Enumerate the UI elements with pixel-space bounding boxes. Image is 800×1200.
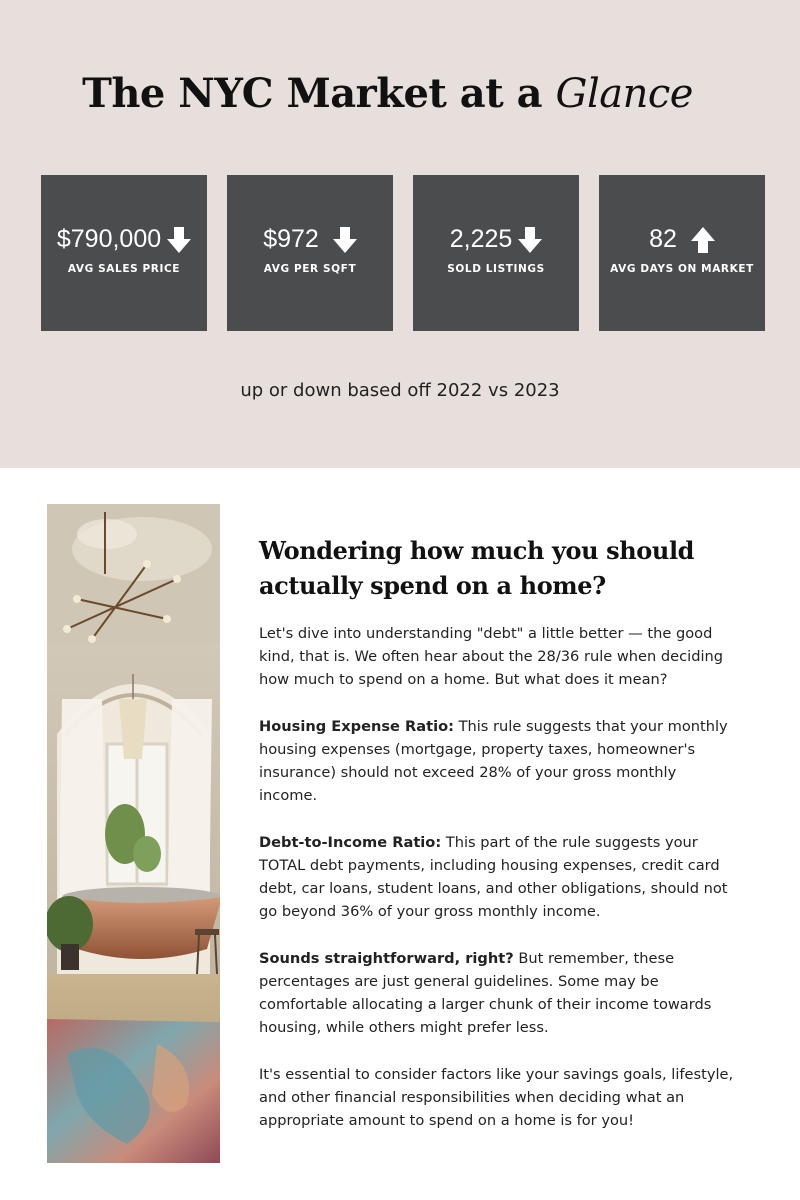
arrow-down-icon <box>518 227 542 253</box>
heading-line-2: actually spend on a home? <box>259 571 606 600</box>
stat-value: 2,225 <box>449 225 513 253</box>
stat-card-avg-per-sqft <box>227 175 393 331</box>
housing-expense-text: This rule suggests that your monthly housing expenses (mortgage, property taxes, homeowner's insurance) should not exceed 28% of your gross monthly income. <box>259 717 728 805</box>
guidelines-text: But remember, these percentages are just general guidelines. Some may be comfortable allocating a larger chunk of their income towards housing, while others might prefer less. <box>259 949 712 1037</box>
page-title <box>0 70 775 117</box>
debt-to-income-label: Debt-to-Income Ratio: <box>259 833 442 851</box>
debt-to-income-text: This part of the rule suggests your TOTAL debt payments, including housing expenses, credit card debt, car loans, student loans, and other obligations, should not go beyond 36% of your gross monthly income. <box>259 833 728 921</box>
stat-value: 82 <box>649 225 677 253</box>
title-italic-text: Glance <box>555 71 693 117</box>
comparison-note: up or down based off 2022 vs 2023 <box>240 380 560 401</box>
arrow-down-icon <box>167 227 191 253</box>
arrow-down-icon <box>333 227 357 253</box>
stat-value: $790,000 <box>56 225 162 253</box>
article-heading <box>259 533 729 603</box>
stat-label: AVG PER SQFT <box>263 263 357 275</box>
housing-expense-label: Housing Expense Ratio: <box>259 717 454 735</box>
bathroom-interior-photo <box>47 504 220 1163</box>
arrow-up-icon <box>691 227 715 253</box>
heading-line-1: Wondering how much you should <box>259 536 695 565</box>
guidelines-label: Sounds straightforward, right? <box>259 949 514 967</box>
market-overview-section <box>0 0 800 468</box>
closing-paragraph: It's essential to consider factors like your savings goals, lifestyle, and other financial responsibilities when deciding what an appropriate amount to spend on a home is for you! <box>259 1065 734 1130</box>
stat-card-avg-sales-price <box>41 175 207 331</box>
stat-label: SOLD LISTINGS <box>447 263 545 275</box>
stat-card-avg-days-on-market <box>599 175 765 331</box>
article-body <box>259 622 737 1156</box>
debt-to-income-paragraph <box>259 831 737 924</box>
title-text: The NYC Market at a <box>82 70 543 117</box>
stat-card-sold-listings <box>413 175 579 331</box>
guidelines-paragraph <box>259 947 737 1040</box>
stat-label: AVG SALES PRICE <box>67 263 181 275</box>
housing-expense-paragraph <box>259 715 737 808</box>
stat-label: AVG DAYS ON MARKET <box>610 263 754 275</box>
stat-value: $972 <box>263 225 319 253</box>
intro-paragraph: Let's dive into understanding "debt" a little better — the good kind, that is. We often hear about the 28/36 rule when deciding how much to spend on a home. But what does it mean? <box>259 625 724 689</box>
